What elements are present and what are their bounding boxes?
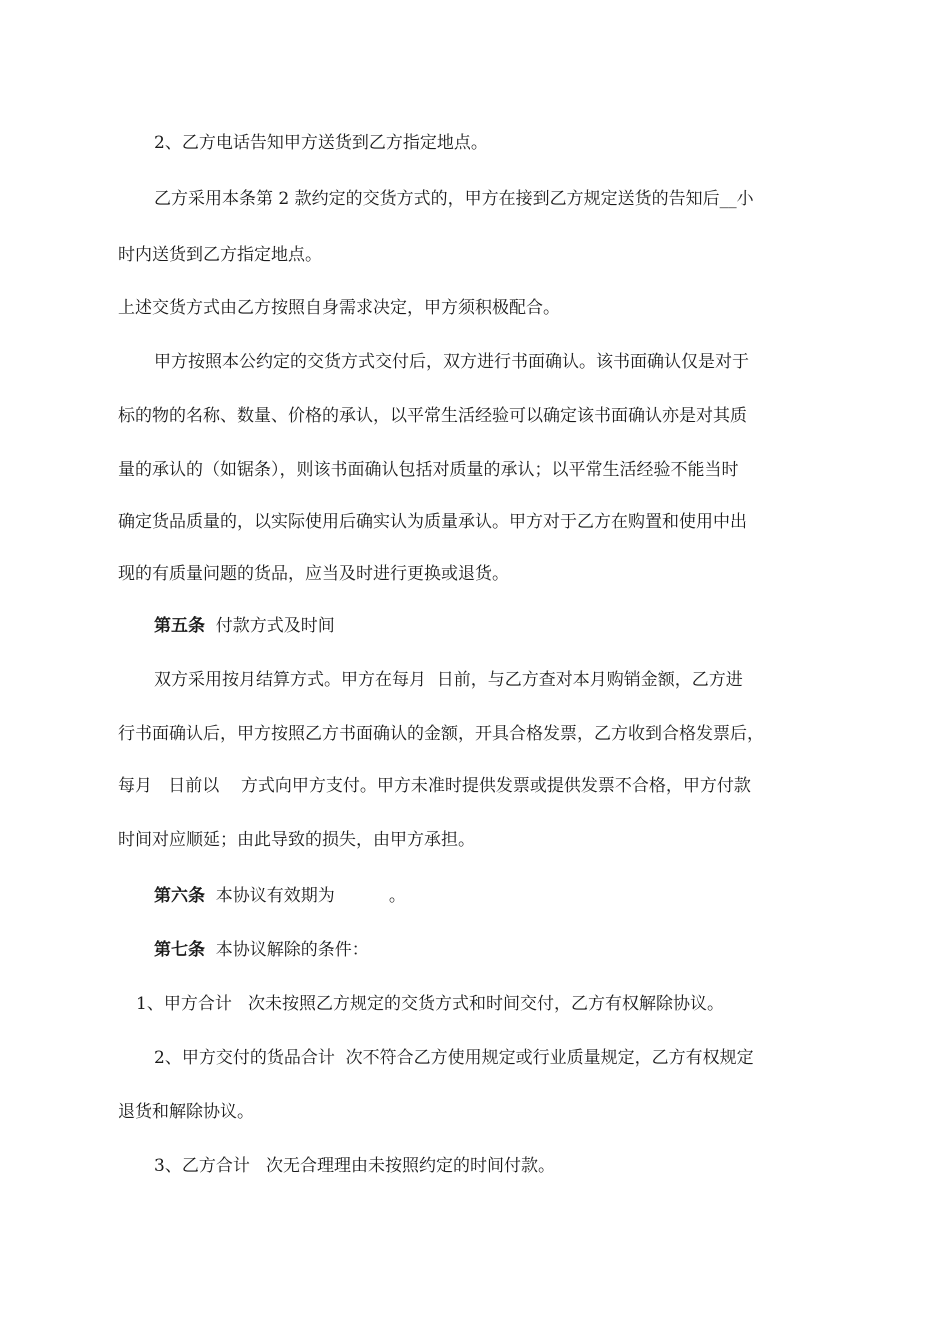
paragraph-line: 量的承认的（如锯条），则该书面确认包括对质量的承认；以平常生活经验不能当时 bbox=[118, 460, 739, 480]
article-seven-heading bbox=[154, 938, 369, 962]
paragraph-line: 行书面确认后，甲方按照乙方书面确认的金额，开具合格发票，乙方收到合格发票后， bbox=[118, 724, 764, 744]
article-label: 第六条 bbox=[154, 886, 205, 906]
paragraph-line: 标的物的名称、数量、价格的承认，以平常生活经验可以确定该书面确认亦是对其质 bbox=[118, 406, 747, 426]
article-title: 本协议有效期为 。 bbox=[205, 886, 406, 906]
article-title: 本协议解除的条件： bbox=[205, 940, 369, 960]
paragraph-line: 每月 日前以 方式向甲方支付。甲方未准时提供发票或提供发票不合格，甲方付款 bbox=[118, 776, 751, 796]
paragraph-line: 退货和解除协议。 bbox=[118, 1102, 254, 1122]
article-six-heading bbox=[154, 884, 406, 908]
paragraph-line: 2、甲方交付的货品合计 次不符合乙方使用规定或行业质量规定，乙方有权规定 bbox=[154, 1048, 754, 1068]
paragraph-line: 甲方按照本公约定的交货方式交付后，双方进行书面确认。该书面确认仅是对于 bbox=[154, 352, 749, 372]
paragraph-line: 现的有质量问题的货品，应当及时进行更换或退货。 bbox=[118, 564, 509, 584]
paragraph-line: 2、乙方电话告知甲方送货到乙方指定地点。 bbox=[154, 133, 488, 153]
article-label: 第七条 bbox=[154, 940, 205, 960]
paragraph-line: 时内送货到乙方指定地点。 bbox=[118, 245, 322, 265]
paragraph-line: 时间对应顺延；由此导致的损失，由甲方承担。 bbox=[118, 830, 475, 850]
article-five-heading bbox=[154, 614, 335, 638]
paragraph-line: 确定货品质量的，以实际使用后确实认为质量承认。甲方对于乙方在购置和使用中出 bbox=[118, 512, 747, 532]
article-label: 第五条 bbox=[154, 616, 205, 636]
paragraph-line: 乙方采用本条第 2 款约定的交货方式的，甲方在接到乙方规定送货的告知后__小 bbox=[154, 189, 754, 209]
paragraph-line: 3、乙方合计 次无合理理由未按照约定的时间付款。 bbox=[154, 1156, 556, 1176]
paragraph-line: 1、甲方合计 次未按照乙方规定的交货方式和时间交付，乙方有权解除协议。 bbox=[136, 994, 725, 1014]
article-title: 付款方式及时间 bbox=[205, 616, 335, 636]
paragraph-line: 上述交货方式由乙方按照自身需求决定，甲方须积极配合。 bbox=[118, 298, 560, 318]
paragraph-line: 双方采用按月结算方式。甲方在每月 日前，与乙方查对本月购销金额，乙方进 bbox=[154, 670, 743, 690]
